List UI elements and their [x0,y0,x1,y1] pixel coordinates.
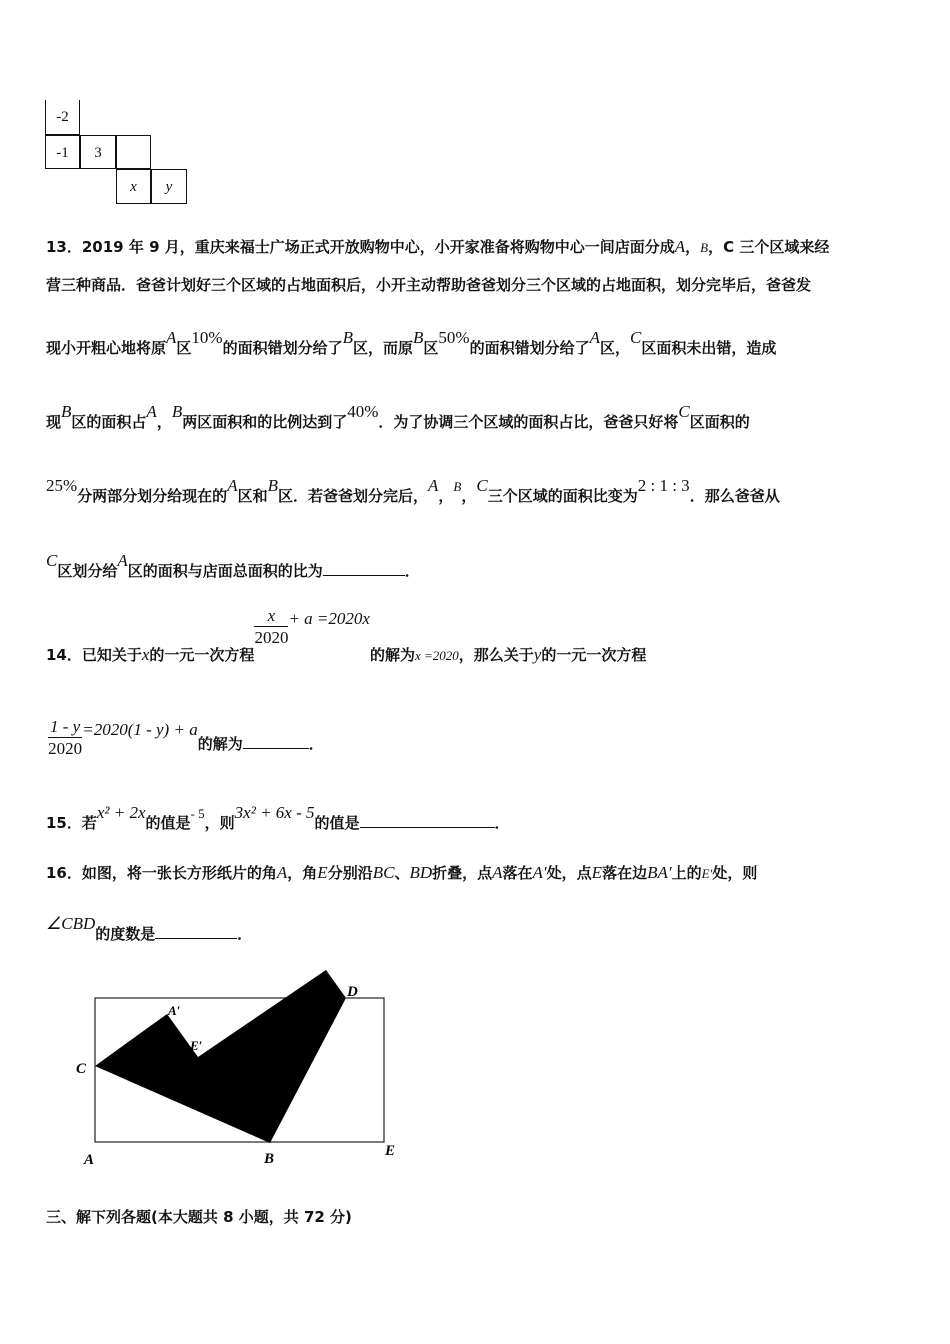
grid-cell: 3 [80,135,116,169]
label-E: E [385,1143,396,1159]
fraction-1-minus-y-over-2020: $\frac{1 - y}{2020}$ [48,717,83,758]
q13-line-4: 现B区的面积占A，B两区面积和的比例达到了40%．为了协调三个区域的面积占比，爸爸只好将C区面积的 [46,402,750,431]
q14-line-2: $\frac{1 - y}{2020}$ =2020(1 - y) + a的解为 ． [48,717,324,758]
answer-blank [243,734,309,749]
q13-line-3: 现小开粗心地将原A区10%的面积错划分给了B区，而原B区50%的面积错划分给了A区，C区面积未出错，造成 [46,328,777,357]
answer-blank [323,561,405,576]
section-3-heading: 三、解下列各题(本大题共 8 小题，共 72 分) [46,1208,352,1226]
fraction-x-over-2020: $\frac{x}{2020}$ [254,606,289,647]
q16-line-2: ∠CBD的度数是 ． [46,914,253,943]
grid-cell: -1 [45,135,80,169]
q16-line-1: 16．如图，将一张长方形纸片的角A，角E分别沿BC、BD折叠，点A落在A′处，点E落在边BA′上的E′处，则 [46,863,758,882]
label-A: A [84,1152,95,1168]
q14-line-1: 14．已知关于x的一元一次方程 $\frac{x}{2020}$ + a =2020x的解为x =2020，那么关于y的一元一次方程 [46,606,647,664]
folded-rectangle-figure [70,960,410,1175]
grid-cell: y [151,169,187,204]
label-D: D [347,984,358,1000]
grid-cell: -2 [45,100,80,135]
label-A-prime: A′ [168,1003,181,1018]
label-B: B [264,1151,275,1167]
answer-blank [360,813,495,828]
answer-blank [155,924,237,939]
q13-line-2: 营三种商品．爸爸计划好三个区域的占地面积后，小开主动帮助爸爸划分三个区域的占地面积，划分完毕后，爸爸发 [46,276,812,294]
q13-line-5: 25%分两部分划分给现在的A区和B区．若爸爸划分完后，A，B，C三个区域的面积比变为2 : 1 : 3．那么爸爸从 [46,476,780,505]
grid-cell: x [116,169,151,204]
question-15: 15．若x² + 2x的值是- 5，则3x² + 6x - 5的值是 ． [46,803,510,832]
grid-cell [116,135,151,169]
q13-line-1: 13．2019 年 9 月，重庆来福士广场正式开放购物中心，小开家准备将购物中心一间店面分成A，B，C 三个区域来经 [46,237,830,256]
q13-line-6: C区划分给A区的面积与店面总面积的比为 ． [46,551,420,580]
label-E-prime: E′ [190,1038,203,1053]
folded-region [95,970,346,1143]
label-C: C [76,1061,87,1077]
